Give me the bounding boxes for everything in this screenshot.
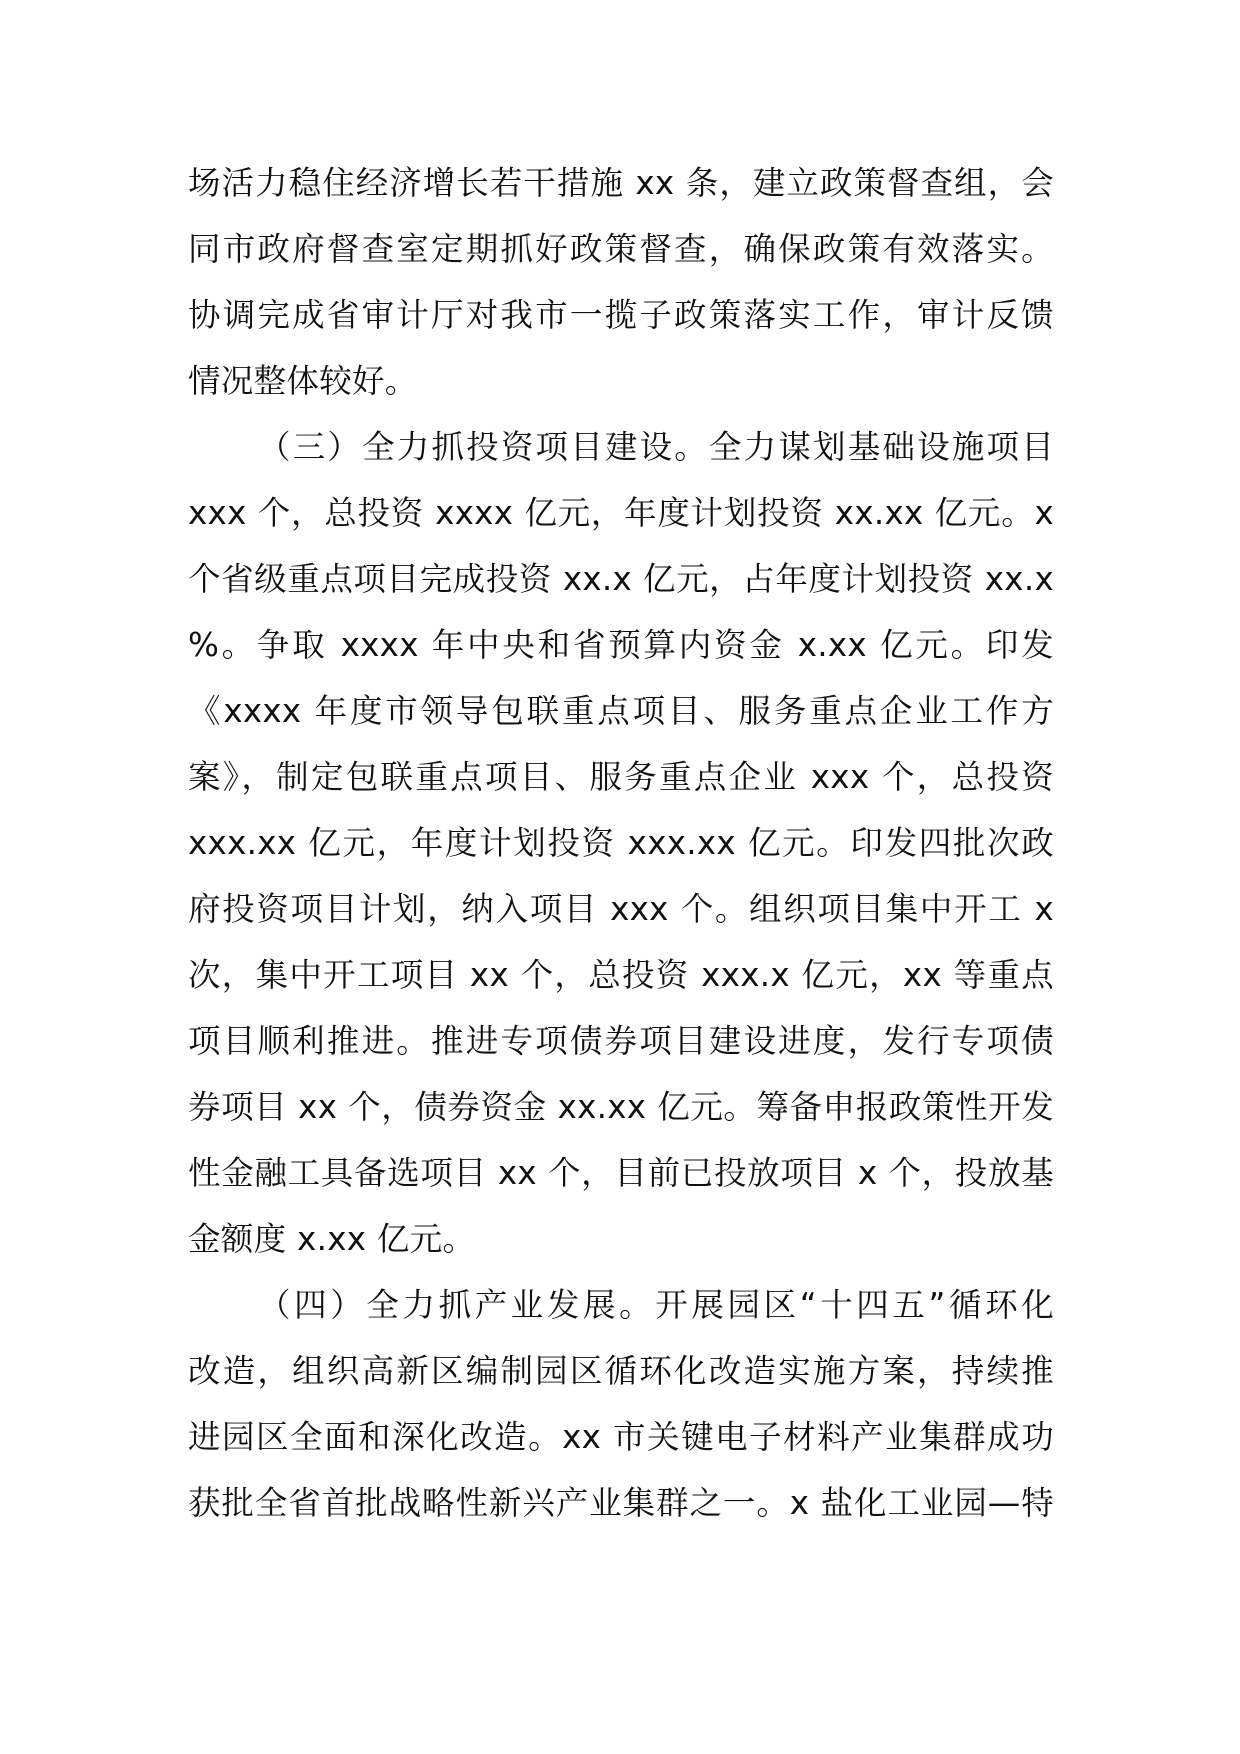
text-line: 项目顺利推进。推进专项债券项目建设进度，发行专项债 [188,1022,1054,1060]
text-line: %。争取 xxxx 年中央和省预算内资金 x.xx 亿元。印发 [188,626,1054,664]
text-line: xxx.xx 亿元，年度计划投资 xxx.xx 亿元。印发四批次政 [188,824,1054,862]
document-page [188,150,1054,1536]
section-heading-line: （四）全力抓产业发展。开展园区“十四五”循环化 [258,1286,1054,1324]
text-line: 场活力稳住经济增长若干措施 xx 条，建立政策督查组，会 [188,164,1054,202]
text-line: 进园区全面和深化改造。xx 市关键电子材料产业集群成功 [188,1418,1054,1456]
section-heading-line: （三）全力抓投资项目建设。全力谋划基础设施项目 [258,428,1054,466]
text-line: 获批全省首批战略性新兴产业集群之一。x 盐化工业园—特 [188,1484,1054,1522]
text-line: 同市政府督查室定期抓好政策督查，确保政策有效落实。 [188,230,1054,268]
text-line: 协调完成省审计厅对我市一揽子政策落实工作，审计反馈 [188,296,1054,334]
text-line: xxx 个，总投资 xxxx 亿元，年度计划投资 xx.xx 亿元。x [188,494,1054,532]
text-line: 性金融工具备选项目 xx 个，目前已投放项目 x 个，投放基 [188,1154,1054,1192]
text-line: 府投资项目计划，纳入项目 xxx 个。组织项目集中开工 x [188,890,1054,928]
text-line: 个省级重点项目完成投资 xx.x 亿元，占年度计划投资 xx.x [188,560,1054,598]
text-line: 《xxxx 年度市领导包联重点项目、服务重点企业工作方 [188,692,1054,730]
text-line: 券项目 xx 个，债券资金 xx.xx 亿元。筹备申报政策性开发 [188,1088,1054,1126]
text-line: 改造，组织高新区编制园区循环化改造实施方案，持续推 [188,1352,1054,1390]
text-line: 情况整体较好。 [188,362,418,400]
text-line: 金额度 x.xx 亿元。 [188,1220,476,1258]
text-line: 案》，制定包联重点项目、服务重点企业 xxx 个，总投资 [188,758,1054,796]
text-line: 次，集中开工项目 xx 个，总投资 xxx.x 亿元，xx 等重点 [188,956,1054,994]
